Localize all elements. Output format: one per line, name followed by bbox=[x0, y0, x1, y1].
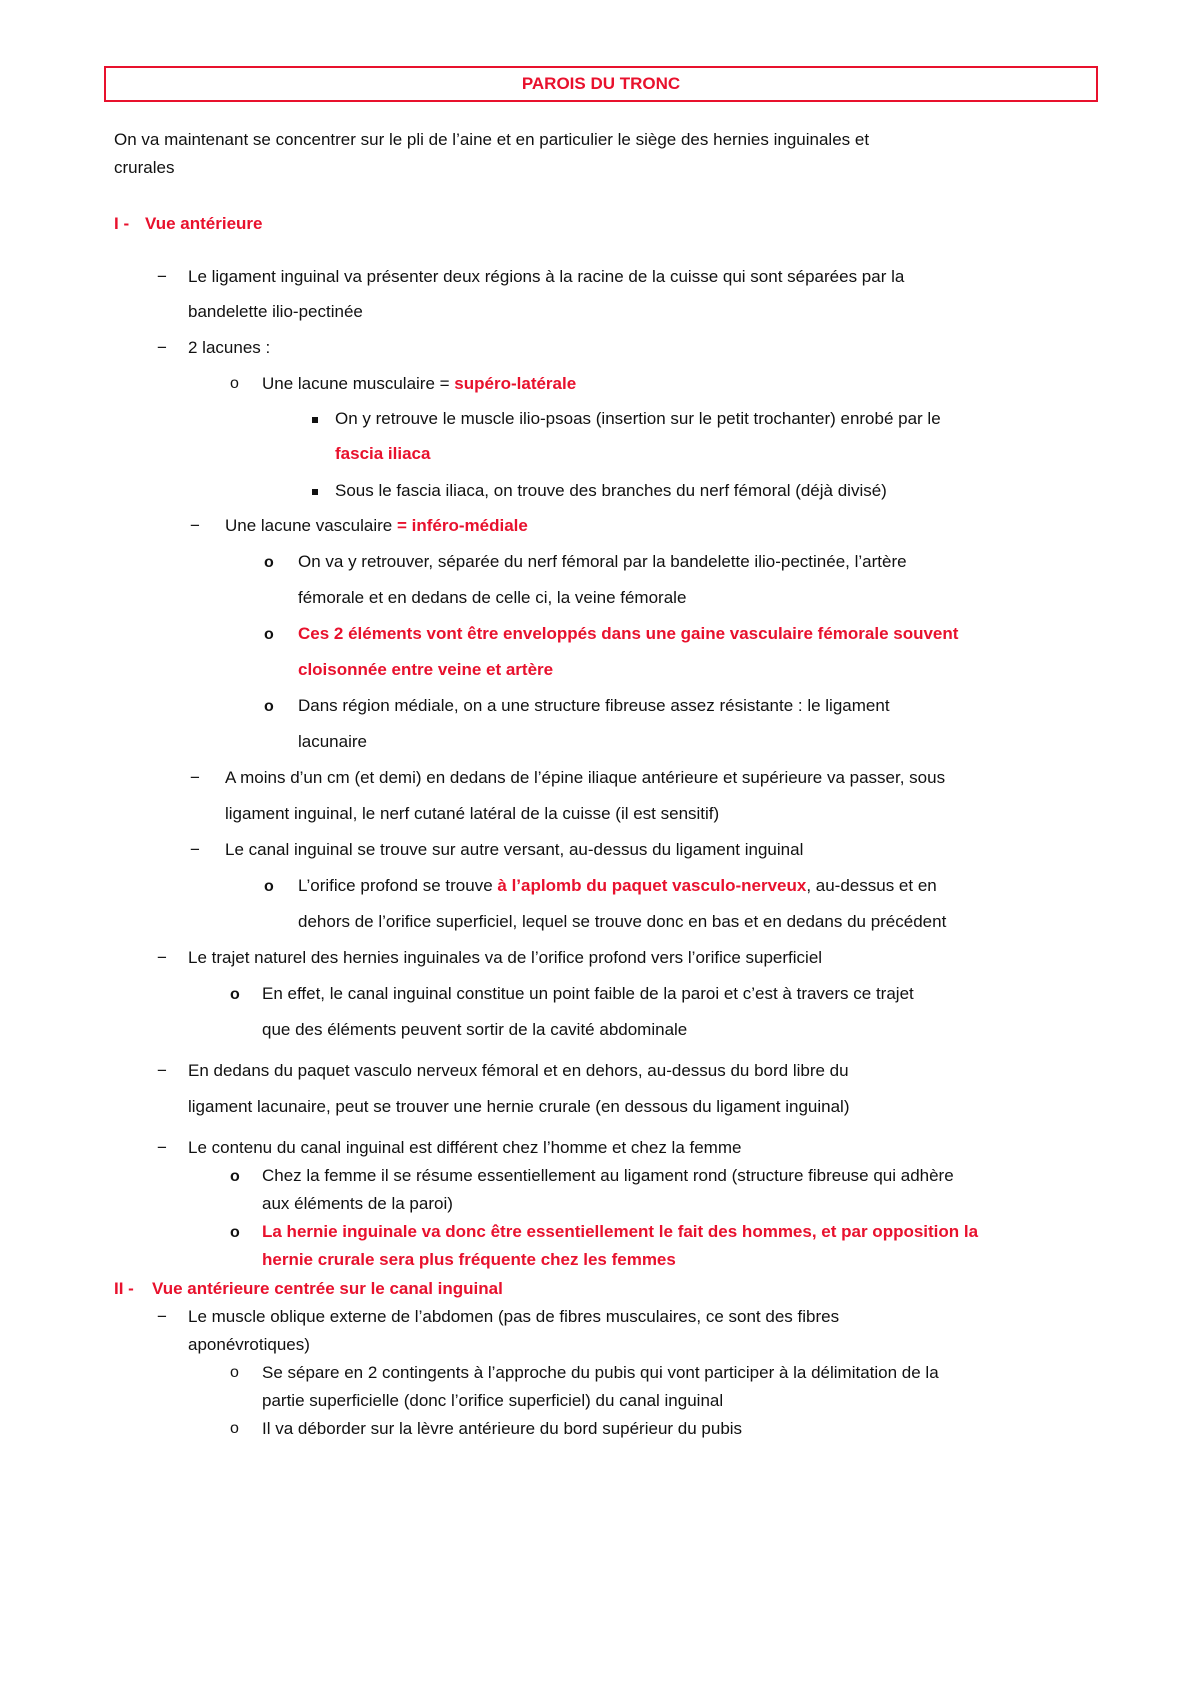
list-item: En dedans du paquet vasculo nerveux fémoral et en dehors, au-dessus du bord libre du bbox=[188, 1061, 849, 1080]
square-bullet bbox=[312, 417, 318, 423]
text-segment: L’orifice profond se trouve bbox=[298, 876, 498, 895]
dash-bullet: − bbox=[157, 1061, 167, 1080]
list-item: On y retrouve le muscle ilio-psoas (insertion sur le petit trochanter) enrobé par le bbox=[335, 409, 941, 428]
circle-bullet: o bbox=[264, 554, 274, 571]
dash-bullet: − bbox=[157, 948, 167, 967]
list-item-cont: fémorale et en dedans de celle ci, la veine fémorale bbox=[298, 588, 687, 607]
text-segment: Une lacune musculaire = bbox=[262, 374, 455, 393]
list-item: Le canal inguinal se trouve sur autre versant, au-dessus du ligament inguinal bbox=[225, 840, 804, 859]
section-1-heading: Vue antérieure bbox=[145, 214, 263, 233]
highlight-text: supéro-latérale bbox=[454, 374, 577, 393]
list-item: Dans région médiale, on a une structure fibreuse assez résistante : le ligament bbox=[298, 696, 890, 715]
list-item: Le trajet naturel des hernies inguinales va de l’orifice profond vers l’orifice superficiel bbox=[188, 948, 823, 967]
dash-bullet: − bbox=[157, 267, 167, 286]
list-item-cont: lacunaire bbox=[298, 732, 367, 751]
section-2-heading: Vue antérieure centrée sur le canal inguinal bbox=[152, 1279, 503, 1298]
highlight-text: à l’aplomb du paquet vasculo-nerveux bbox=[497, 876, 807, 895]
section-1-number: I - bbox=[114, 214, 130, 233]
list-item: Sous le fascia iliaca, on trouve des branches du nerf fémoral (déjà divisé) bbox=[335, 481, 887, 500]
dash-bullet: − bbox=[190, 516, 200, 535]
dash-bullet: − bbox=[157, 1138, 167, 1157]
list-item-cont: que des éléments peuvent sortir de la cavité abdominale bbox=[262, 1020, 688, 1039]
list-item: Le ligament inguinal va présenter deux régions à la racine de la cuisse qui sont séparées par la bbox=[188, 267, 905, 286]
highlight-text: = inféro-médiale bbox=[396, 516, 528, 535]
circle-bullet: o bbox=[264, 878, 274, 895]
list-item: 2 lacunes : bbox=[188, 338, 271, 357]
list-item-cont: ligament inguinal, le nerf cutané latéral de la cuisse (il est sensitif) bbox=[225, 804, 720, 823]
dash-bullet: − bbox=[190, 768, 200, 787]
circle-bullet: o bbox=[230, 1420, 239, 1437]
intro-line-2: crurales bbox=[114, 158, 175, 177]
circle-bullet: o bbox=[230, 1364, 239, 1381]
intro-line-1: On va maintenant se concentrer sur le pli de l’aine et en particulier le siège des hernies inguinales et bbox=[114, 130, 870, 149]
page-title: PAROIS DU TRONC bbox=[521, 74, 681, 93]
list-item-cont: aux éléments de la paroi) bbox=[262, 1194, 453, 1213]
list-item-cont: partie superficielle (donc l’orifice superficiel) du canal inguinal bbox=[262, 1391, 724, 1410]
circle-bullet: o bbox=[230, 1224, 240, 1241]
dash-bullet: − bbox=[157, 1307, 167, 1326]
section-2-number: II - bbox=[114, 1279, 134, 1298]
highlight-text: cloisonnée entre veine et artère bbox=[298, 660, 554, 679]
list-item-cont: bandelette ilio-pectinée bbox=[188, 302, 363, 321]
circle-bullet: o bbox=[264, 698, 274, 715]
dash-bullet: − bbox=[157, 338, 167, 357]
highlight-text: Ces 2 éléments vont être enveloppés dans une gaine vasculaire fémorale souvent bbox=[298, 624, 959, 643]
dash-bullet: − bbox=[190, 840, 200, 859]
list-item: Le contenu du canal inguinal est différent chez l’homme et chez la femme bbox=[188, 1138, 742, 1157]
list-item: Chez la femme il se résume essentiellement au ligament rond (structure fibreuse qui adhère bbox=[262, 1166, 954, 1185]
list-item bbox=[298, 875, 937, 897]
highlight-text: hernie crurale sera plus fréquente chez les femmes bbox=[262, 1250, 676, 1269]
circle-bullet: o bbox=[230, 986, 240, 1003]
list-item bbox=[262, 373, 576, 395]
square-bullet bbox=[312, 489, 318, 495]
list-item bbox=[225, 515, 528, 537]
list-item: Le muscle oblique externe de l’abdomen (pas de fibres musculaires, ce sont des fibres bbox=[188, 1307, 840, 1326]
circle-bullet: o bbox=[264, 626, 274, 643]
text-segment: , au-dessus et en bbox=[806, 876, 937, 895]
highlight-text: La hernie inguinale va donc être essentiellement le fait des hommes, et par opposition la bbox=[262, 1222, 979, 1241]
list-item-cont: dehors de l’orifice superficiel, lequel se trouve donc en bas et en dedans du précédent bbox=[298, 912, 947, 931]
list-item: Se sépare en 2 contingents à l’approche du pubis qui vont participer à la délimitation de la bbox=[262, 1363, 939, 1382]
circle-bullet: o bbox=[230, 1168, 240, 1185]
text-segment: Une lacune vasculaire bbox=[225, 516, 397, 535]
title-box bbox=[104, 66, 1098, 102]
circle-bullet: o bbox=[230, 375, 239, 392]
list-item: Il va déborder sur la lèvre antérieure du bord supérieur du pubis bbox=[262, 1419, 743, 1438]
list-item: On va y retrouver, séparée du nerf fémoral par la bandelette ilio-pectinée, l’artère bbox=[298, 552, 907, 571]
highlight-text: fascia iliaca bbox=[335, 444, 431, 463]
list-item: En effet, le canal inguinal constitue un point faible de la paroi et c’est à travers ce trajet bbox=[262, 984, 914, 1003]
list-item-cont: ligament lacunaire, peut se trouver une hernie crurale (en dessous du ligament inguinal) bbox=[188, 1097, 850, 1116]
list-item-cont: aponévrotiques) bbox=[188, 1335, 310, 1354]
list-item: A moins d’un cm (et demi) en dedans de l’épine iliaque antérieure et supérieure va passer, sous bbox=[225, 768, 946, 787]
